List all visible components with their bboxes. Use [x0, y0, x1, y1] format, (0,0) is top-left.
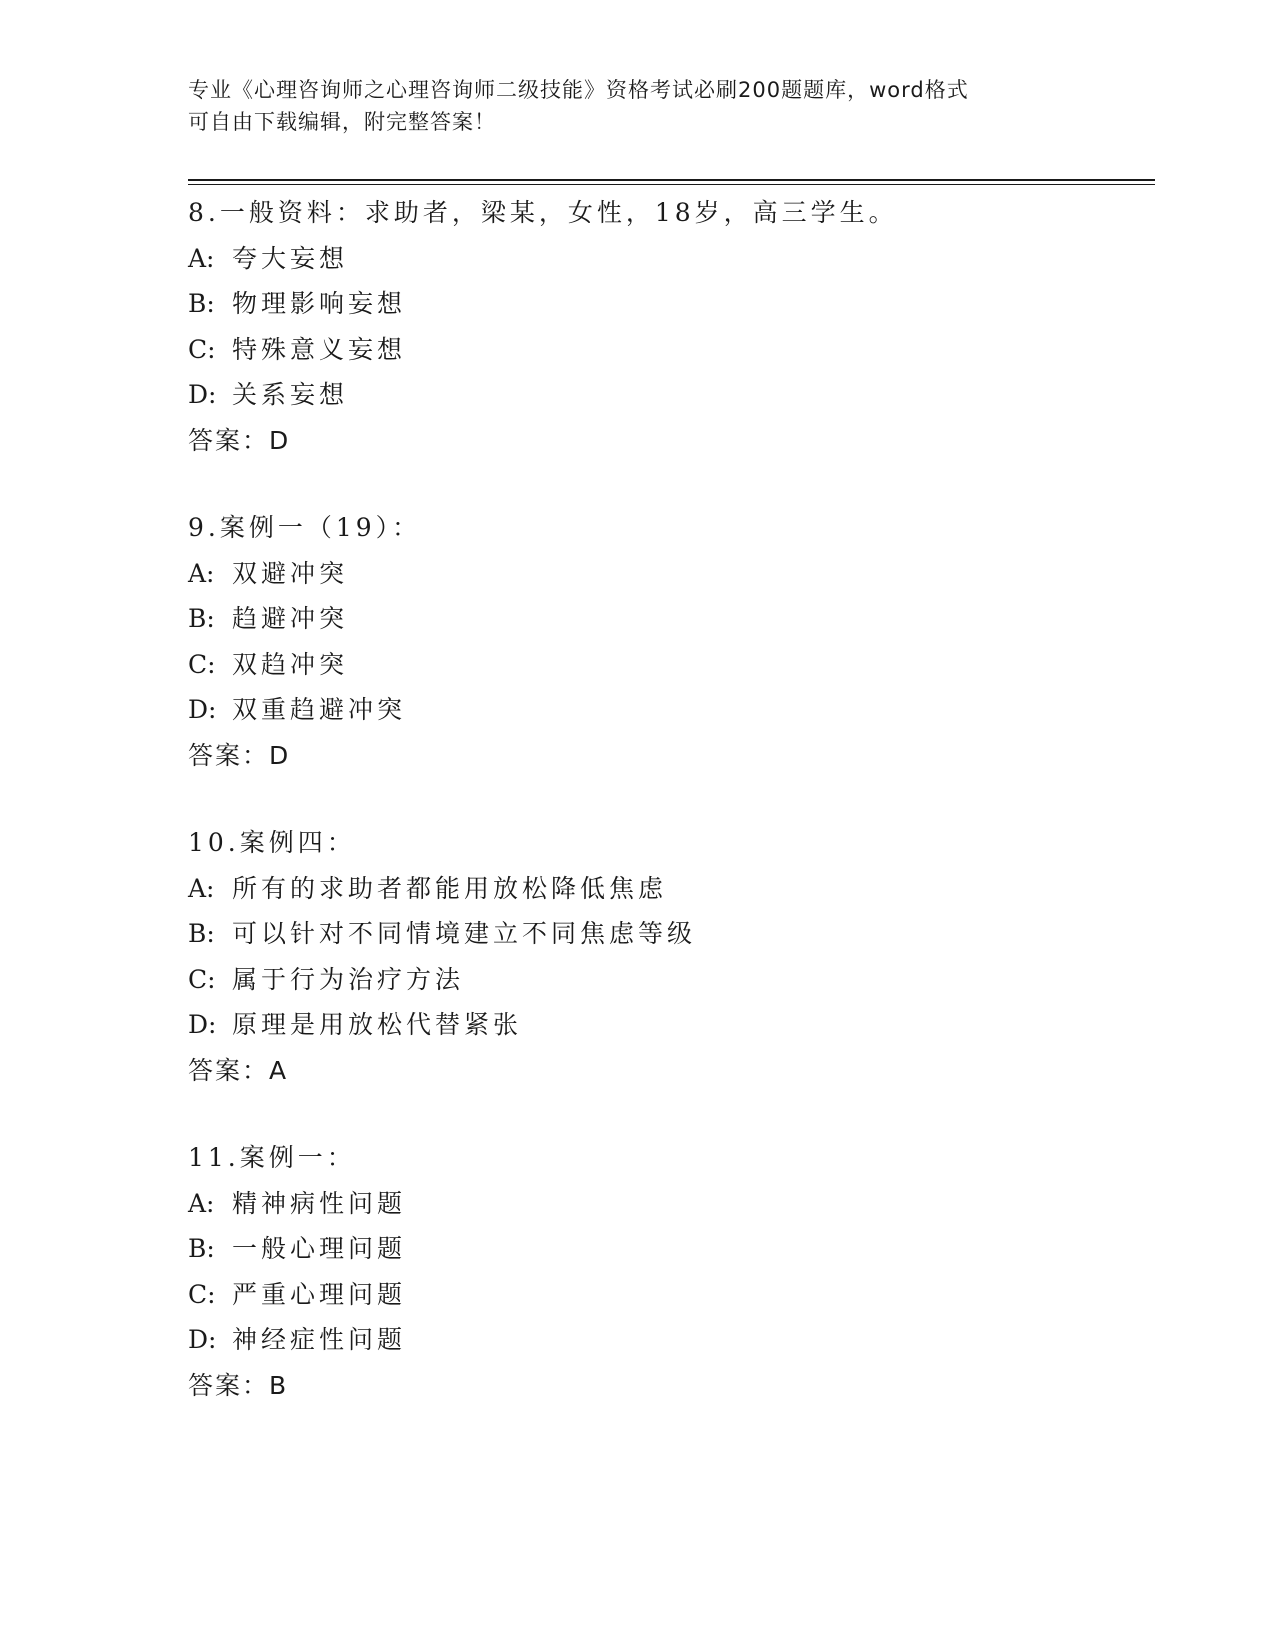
option-text: 一般心理问题	[232, 1234, 407, 1263]
question-text: 8.一般资料：求助者，梁某，女性，18岁，高三学生。	[188, 198, 898, 227]
option-text: 神经症性问题	[232, 1325, 407, 1354]
option-key: B:	[188, 604, 215, 633]
option-text: 双趋冲突	[232, 649, 349, 679]
option-key: C:	[188, 334, 216, 364]
option-text: 所有的求助者都能用放松降低焦虑	[232, 873, 668, 903]
document-header	[188, 74, 1088, 138]
question-text: 9.案例一（19）：	[188, 513, 422, 542]
option-key: B:	[188, 919, 215, 948]
option-key: D:	[188, 380, 217, 409]
option-text: 趋避冲突	[232, 604, 349, 633]
option-text: 夸大妄想	[232, 243, 349, 273]
option-key: C:	[188, 649, 216, 679]
option-line	[188, 1002, 1148, 1048]
option-key: C:	[188, 1279, 216, 1309]
question-block	[188, 820, 1148, 1093]
option-line	[188, 1317, 1148, 1363]
option-key: A:	[188, 243, 215, 273]
option-key: D:	[188, 1010, 217, 1039]
option-line	[188, 1181, 1148, 1227]
option-line	[188, 281, 1148, 327]
option-text: 严重心理问题	[232, 1279, 407, 1309]
answer-line: 答案：D	[188, 425, 291, 455]
question-block	[188, 505, 1148, 778]
option-key: D:	[188, 1325, 217, 1354]
option-key: A:	[188, 873, 215, 903]
header-line-1: 专业《心理咨询师之心理咨询师二级技能》资格考试必刷200题题库，word格式	[188, 78, 969, 102]
option-line	[188, 687, 1148, 733]
question-block	[188, 190, 1148, 463]
answer-line: 答案：B	[188, 1370, 289, 1400]
option-key: C:	[188, 964, 216, 994]
option-text: 属于行为治疗方法	[232, 964, 465, 994]
option-line	[188, 236, 1148, 282]
option-line	[188, 372, 1148, 418]
option-line	[188, 1226, 1148, 1272]
option-line	[188, 642, 1148, 688]
option-text: 双避冲突	[232, 558, 349, 588]
header-divider-thick	[188, 179, 1155, 181]
header-divider-thin	[188, 184, 1155, 185]
option-line	[188, 1272, 1148, 1318]
option-key: B:	[188, 289, 215, 318]
option-text: 关系妄想	[232, 380, 349, 409]
question-list	[188, 190, 1148, 1450]
option-line	[188, 327, 1148, 373]
option-line	[188, 596, 1148, 642]
option-text: 物理影响妄想	[232, 289, 407, 318]
answer-line: 答案：D	[188, 740, 291, 770]
option-key: D:	[188, 695, 217, 724]
option-key: B:	[188, 1234, 215, 1263]
answer-line: 答案：A	[188, 1055, 289, 1085]
option-text: 双重趋避冲突	[232, 695, 407, 724]
option-line	[188, 911, 1148, 957]
option-key: A:	[188, 558, 215, 588]
question-text: 10.案例四：	[188, 828, 356, 857]
option-key: A:	[188, 1188, 215, 1218]
option-line	[188, 866, 1148, 912]
option-text: 可以针对不同情境建立不同焦虑等级	[232, 919, 697, 948]
option-line	[188, 551, 1148, 597]
option-text: 原理是用放松代替紧张	[232, 1010, 523, 1039]
question-text: 11.案例一：	[188, 1143, 356, 1172]
option-line	[188, 957, 1148, 1003]
option-text: 特殊意义妄想	[232, 334, 407, 364]
option-text: 精神病性问题	[232, 1188, 407, 1218]
question-block	[188, 1135, 1148, 1408]
header-line-2: 可自由下载编辑，附完整答案！	[188, 110, 496, 134]
